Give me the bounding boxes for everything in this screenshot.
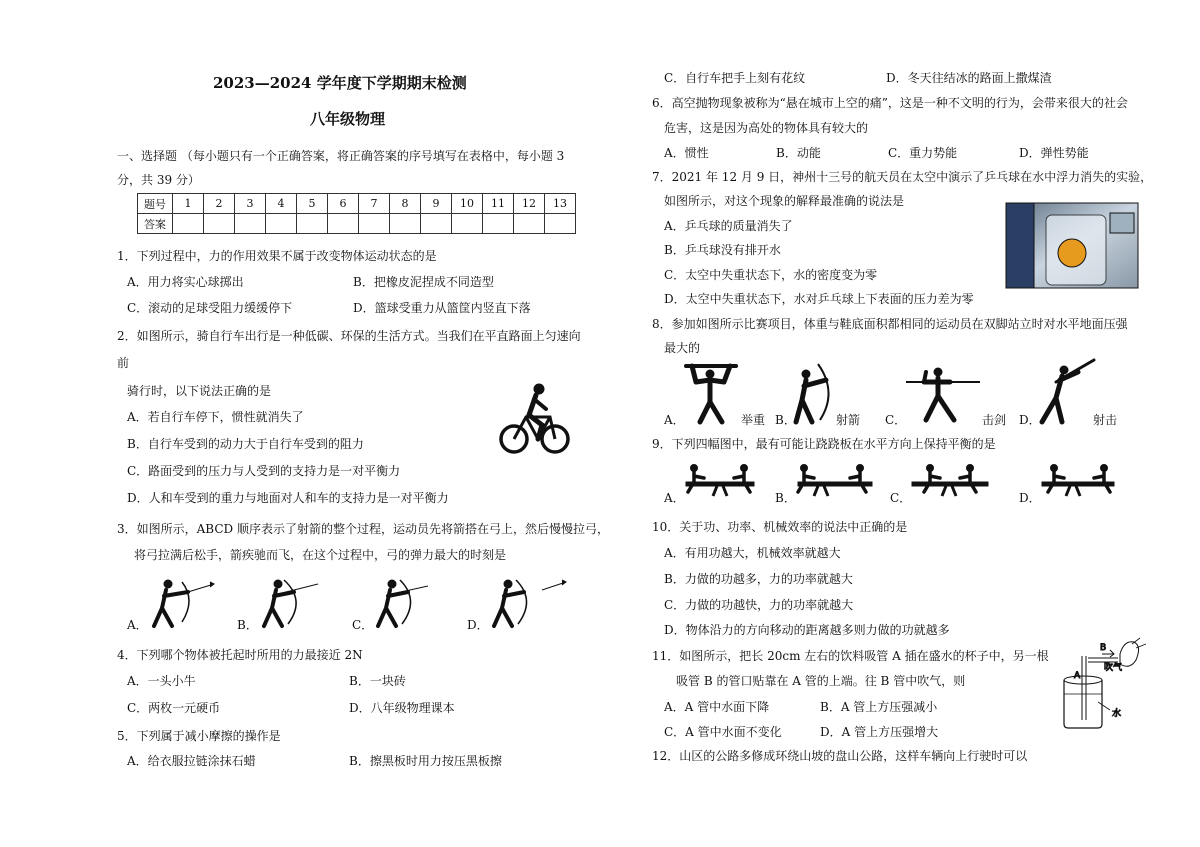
answer-cell[interactable]	[173, 214, 204, 234]
table-cell: 10	[452, 194, 483, 214]
section-heading-cont: 分，共 39 分）	[117, 173, 200, 187]
q6-stem-cont: 危害，这是因为高处的物体具有较大的	[664, 121, 869, 135]
q7-stem: 7．2021 年 12 月 9 日，神州十三号的航天员在太空中演示了乒乓球在水中浮力消失的实验，	[652, 170, 1153, 184]
table-cell: 5	[297, 194, 328, 214]
seesaw-icon	[910, 464, 990, 498]
q11-option-a: A．A 管中水面下降	[664, 700, 770, 714]
q7-option-d: D．太空中失重状态下，水对乒乓球上下表面的压力差为零	[664, 292, 974, 306]
table-cell: 1	[173, 194, 204, 214]
q8-name-a: 举重	[741, 413, 766, 427]
q7-option-c: C．太空中失重状态下，水的密度变为零	[664, 268, 878, 282]
q3-stem-cont: 将弓拉满后松手，箭疾驰而飞，在这个过程中，弓的弹力最大的时刻是	[134, 548, 507, 562]
q3-label-b: B．	[237, 618, 258, 632]
q5-stem: 5．下列属于减小摩擦的操作是	[117, 729, 281, 743]
q10-option-a: A．有用功越大，机械效率就越大	[664, 546, 841, 560]
q2-stem-cont: 前	[117, 356, 130, 370]
q6-stem: 6．高空抛物现象被称为“悬在城市上空的痛”，这是一种不文明的行为，会带来很大的社会	[652, 96, 1128, 110]
q8-name-b: 射箭	[836, 413, 861, 427]
q3-label-a: A．	[127, 618, 148, 632]
q9-stem: 9．下列四幅图中，最有可能让跷跷板在水平方向上保持平衡的是	[652, 437, 996, 451]
q10-option-c: C．力做的功越快，力的功率就越大	[664, 598, 854, 612]
q11-option-c: C．A 管中水面不变化	[664, 725, 782, 739]
archer-icon	[488, 578, 572, 630]
answer-cell[interactable]	[421, 214, 452, 234]
q5-option-b: B．擦黑板时用力按压黑板擦	[349, 754, 502, 768]
answer-cell[interactable]	[452, 214, 483, 234]
q2-stem-cont2: 骑行时，以下说法正确的是	[127, 384, 272, 398]
table-cell: 8	[390, 194, 421, 214]
archery-icon	[792, 360, 840, 426]
q7-option-b: B．乒乓球没有排开水	[664, 243, 781, 257]
q1-option-a: A．用力将实心球掷出	[127, 275, 244, 289]
q6-option-a: A．惯性	[664, 146, 709, 160]
q9-label-d: D．	[1019, 491, 1041, 505]
archer-icon	[148, 578, 218, 630]
q9-label-c: C．	[890, 491, 912, 505]
q8-name-c: 击剑	[982, 413, 1007, 427]
q2-option-d: D．人和车受到的重力与地面对人和车的支持力是一对平衡力	[127, 491, 449, 505]
q3-stem: 3．如图所示，ABCD 顺序表示了射箭的整个过程，运动员先将箭搭在弓上，然后慢慢拉弓，	[117, 522, 609, 536]
answer-cell[interactable]	[390, 214, 421, 234]
q6-option-b: B．动能	[776, 146, 821, 160]
table-cell: 2	[204, 194, 235, 214]
q9-label-a: A．	[664, 491, 685, 505]
table-cell: 答案	[138, 214, 173, 234]
answer-cell[interactable]	[235, 214, 266, 234]
q8-stem: 8．参加如图所示比赛项目，体重与鞋底面积都相同的运动员在双脚站立时对水平地面压强	[652, 317, 1128, 331]
fig-label-water: 水	[1112, 709, 1122, 719]
exam-subtitle: 八年级物理	[310, 110, 386, 128]
q4-option-a: A．一头小牛	[127, 674, 196, 688]
q1-option-b: B．把橡皮泥捏成不同造型	[353, 275, 494, 289]
q6-option-c: C．重力势能	[888, 146, 958, 160]
q4-option-c: C．两枚一元硬币	[127, 701, 221, 715]
exam-title: 2023—2024 学年度下学期期末检测	[213, 74, 467, 92]
fig-label-a: A	[1074, 671, 1081, 681]
q4-option-b: B．一块砖	[349, 674, 406, 688]
q2-stem: 2．如图所示，骑自行车出行是一种低碳、环保的生活方式。当我们在平直路面上匀速向	[117, 329, 581, 343]
q4-option-d: D．八年级物理课本	[349, 701, 455, 715]
q8-label-c: C．	[885, 413, 907, 427]
q3-label-c: C．	[352, 618, 374, 632]
table-cell: 题号	[138, 194, 173, 214]
table-cell: 9	[421, 194, 452, 214]
shooting-icon	[1034, 358, 1098, 426]
section-heading: 一、选择题 （每小题只有一个正确答案，将正确答案的序号填写在表格中，每小题 3	[117, 149, 565, 163]
table-row	[138, 214, 576, 234]
q7-stem-cont: 如图所示，对这个现象的解释最准确的说法是	[664, 194, 905, 208]
q8-label-d: D．	[1019, 413, 1041, 427]
table-cell: 7	[359, 194, 390, 214]
weightlifting-icon	[682, 360, 740, 426]
q10-option-b: B．力做的功越多，力的功率就越大	[664, 572, 853, 586]
q2-option-b: B．自行车受到的动力大于自行车受到的阻力	[127, 437, 364, 451]
seesaw-icon	[684, 464, 756, 498]
table-cell: 12	[514, 194, 545, 214]
table-cell: 3	[235, 194, 266, 214]
q1-option-c: C．滚动的足球受阻力缓缓停下	[127, 301, 293, 315]
answer-table	[137, 193, 576, 234]
q3-label-d: D．	[467, 618, 489, 632]
table-cell: 13	[545, 194, 576, 214]
q5-option-d: D．冬天往结冰的路面上撒煤渣	[886, 71, 1052, 85]
table-cell: 11	[483, 194, 514, 214]
q8-name-d: 射击	[1093, 413, 1118, 427]
archer-icon	[372, 578, 442, 630]
q6-option-d: D．弹性势能	[1019, 146, 1089, 160]
q12-stem: 12．山区的公路多修成环绕山坡的盘山公路，这样车辆向上行驶时可以	[652, 749, 1028, 763]
table-cell: 6	[328, 194, 359, 214]
answer-cell[interactable]	[204, 214, 235, 234]
straw-experiment-diagram	[1058, 636, 1154, 732]
seesaw-icon	[796, 464, 874, 498]
q1-option-d: D．篮球受重力从篮筐内竖直下落	[353, 301, 531, 315]
q11-stem: 11．如图所示，把长 20cm 左右的饮料吸管 A 插在盛水的杯子中，另一根	[652, 649, 1049, 663]
q11-stem-cont: 吸管 B 的管口贴靠在 A 管的上端。往 B 管中吹气，则	[676, 674, 966, 688]
answer-cell[interactable]	[266, 214, 297, 234]
q11-option-d: D．A 管上方压强增大	[820, 725, 939, 739]
fencing-icon	[904, 366, 982, 426]
bicycle-icon	[498, 383, 572, 455]
q1-stem: 1．下列过程中，力的作用效果不属于改变物体运动状态的是	[117, 249, 437, 263]
table-cell: 4	[266, 194, 297, 214]
q10-stem: 10．关于功、功率、机械效率的说法中正确的是	[652, 520, 908, 534]
answer-cell[interactable]	[328, 214, 359, 234]
answer-cell[interactable]	[514, 214, 545, 234]
answer-cell[interactable]	[545, 214, 576, 234]
q10-option-d: D．物体沿力的方向移动的距离越多则力做的功就越多	[664, 623, 950, 637]
space-experiment-photo	[1006, 203, 1138, 288]
fig-label-b: B	[1100, 643, 1107, 653]
table-row	[138, 194, 576, 214]
q5-option-a: A．给衣服拉链涂抹石蜡	[127, 754, 256, 768]
q8-stem-cont: 最大的	[664, 341, 701, 355]
q2-option-c: C．路面受到的压力与人受到的支持力是一对平衡力	[127, 464, 401, 478]
q5-option-c: C．自行车把手上刻有花纹	[664, 71, 806, 85]
q4-stem: 4．下列哪个物体被托起时所用的力最接近 2N	[117, 648, 363, 662]
q11-option-b: B．A 管上方压强减小	[820, 700, 938, 714]
q8-label-a: A．	[664, 413, 685, 427]
answer-cell[interactable]	[483, 214, 514, 234]
archer-icon	[258, 578, 328, 630]
q7-option-a: A．乒乓球的质量消失了	[664, 219, 793, 233]
q2-option-a: A．若自行车停下，惯性就消失了	[127, 410, 304, 424]
seesaw-icon	[1040, 464, 1116, 498]
fig-label-blow: 吹气	[1104, 663, 1123, 673]
answer-cell[interactable]	[297, 214, 328, 234]
q9-label-b: B．	[775, 491, 796, 505]
q8-label-b: B．	[775, 413, 796, 427]
answer-cell[interactable]	[359, 214, 390, 234]
